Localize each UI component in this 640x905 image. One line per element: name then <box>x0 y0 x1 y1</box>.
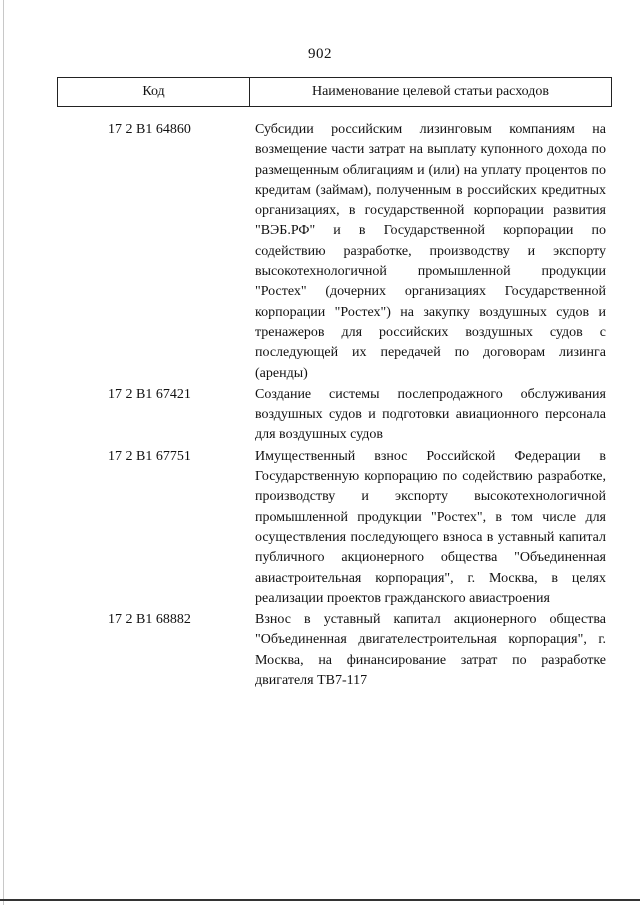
table-row <box>57 610 612 691</box>
row-description: Имущественный взнос Российской Федерации в Государственную корпорацию по содействию разработке, производству и экспорту высокотехнологичной промышленной продукции "Ростех", в том числе для осуществления последующего взноса в уставный капитал публичного акционерного общества "Объединенная авиастроительная корпорация", г. Москва, в целях реализации проектов гражданского авиастроения <box>255 448 606 606</box>
table-row <box>57 120 612 384</box>
row-description: Создание системы послепродажного обслуживания воздушных судов и подготовки авиационного персонала для воздушных судов <box>255 386 606 443</box>
column-header-code: Код <box>58 78 250 106</box>
table-header <box>57 77 612 107</box>
page-bottom-rule <box>0 899 640 901</box>
row-description: Взнос в уставный капитал акционерного общества "Объединенная двигателестроительная корпорация", г. Москва, на финансирование затрат по разработке двигателя ТВ7-117 <box>255 612 606 689</box>
column-header-name: Наименование целевой статьи расходов <box>311 84 550 99</box>
row-code: 17 2 В1 67421 <box>108 386 191 402</box>
row-code: 17 2 В1 64860 <box>108 122 191 137</box>
table-body <box>57 120 612 692</box>
table-row <box>57 385 612 446</box>
row-description: Субсидии российским лизинговым компаниям на возмещение части затрат на выплату купонного дохода по размещенным облигациям и (или) на уплату процентов по кредитам (займам), полученным в российских кредитных организациях, в государственной корпорации развития "ВЭБ.РФ" и в Государственной корпорации по содействию разработке, производству и экспорту высокотехнологичной промышленной продукции "Ростех" (дочерних организациях Государственной корпорации "Ростех") на закупку воздушных судов и тренажеров для российских воздушных судов с последующей их передачей по договорам лизинга (аренды) <box>255 122 606 381</box>
table-row <box>57 447 612 609</box>
row-code: 17 2 В1 67751 <box>108 448 191 464</box>
page-number: 902 <box>308 46 332 62</box>
scan-edge-line <box>3 0 4 905</box>
row-code: 17 2 В1 68882 <box>108 612 191 628</box>
